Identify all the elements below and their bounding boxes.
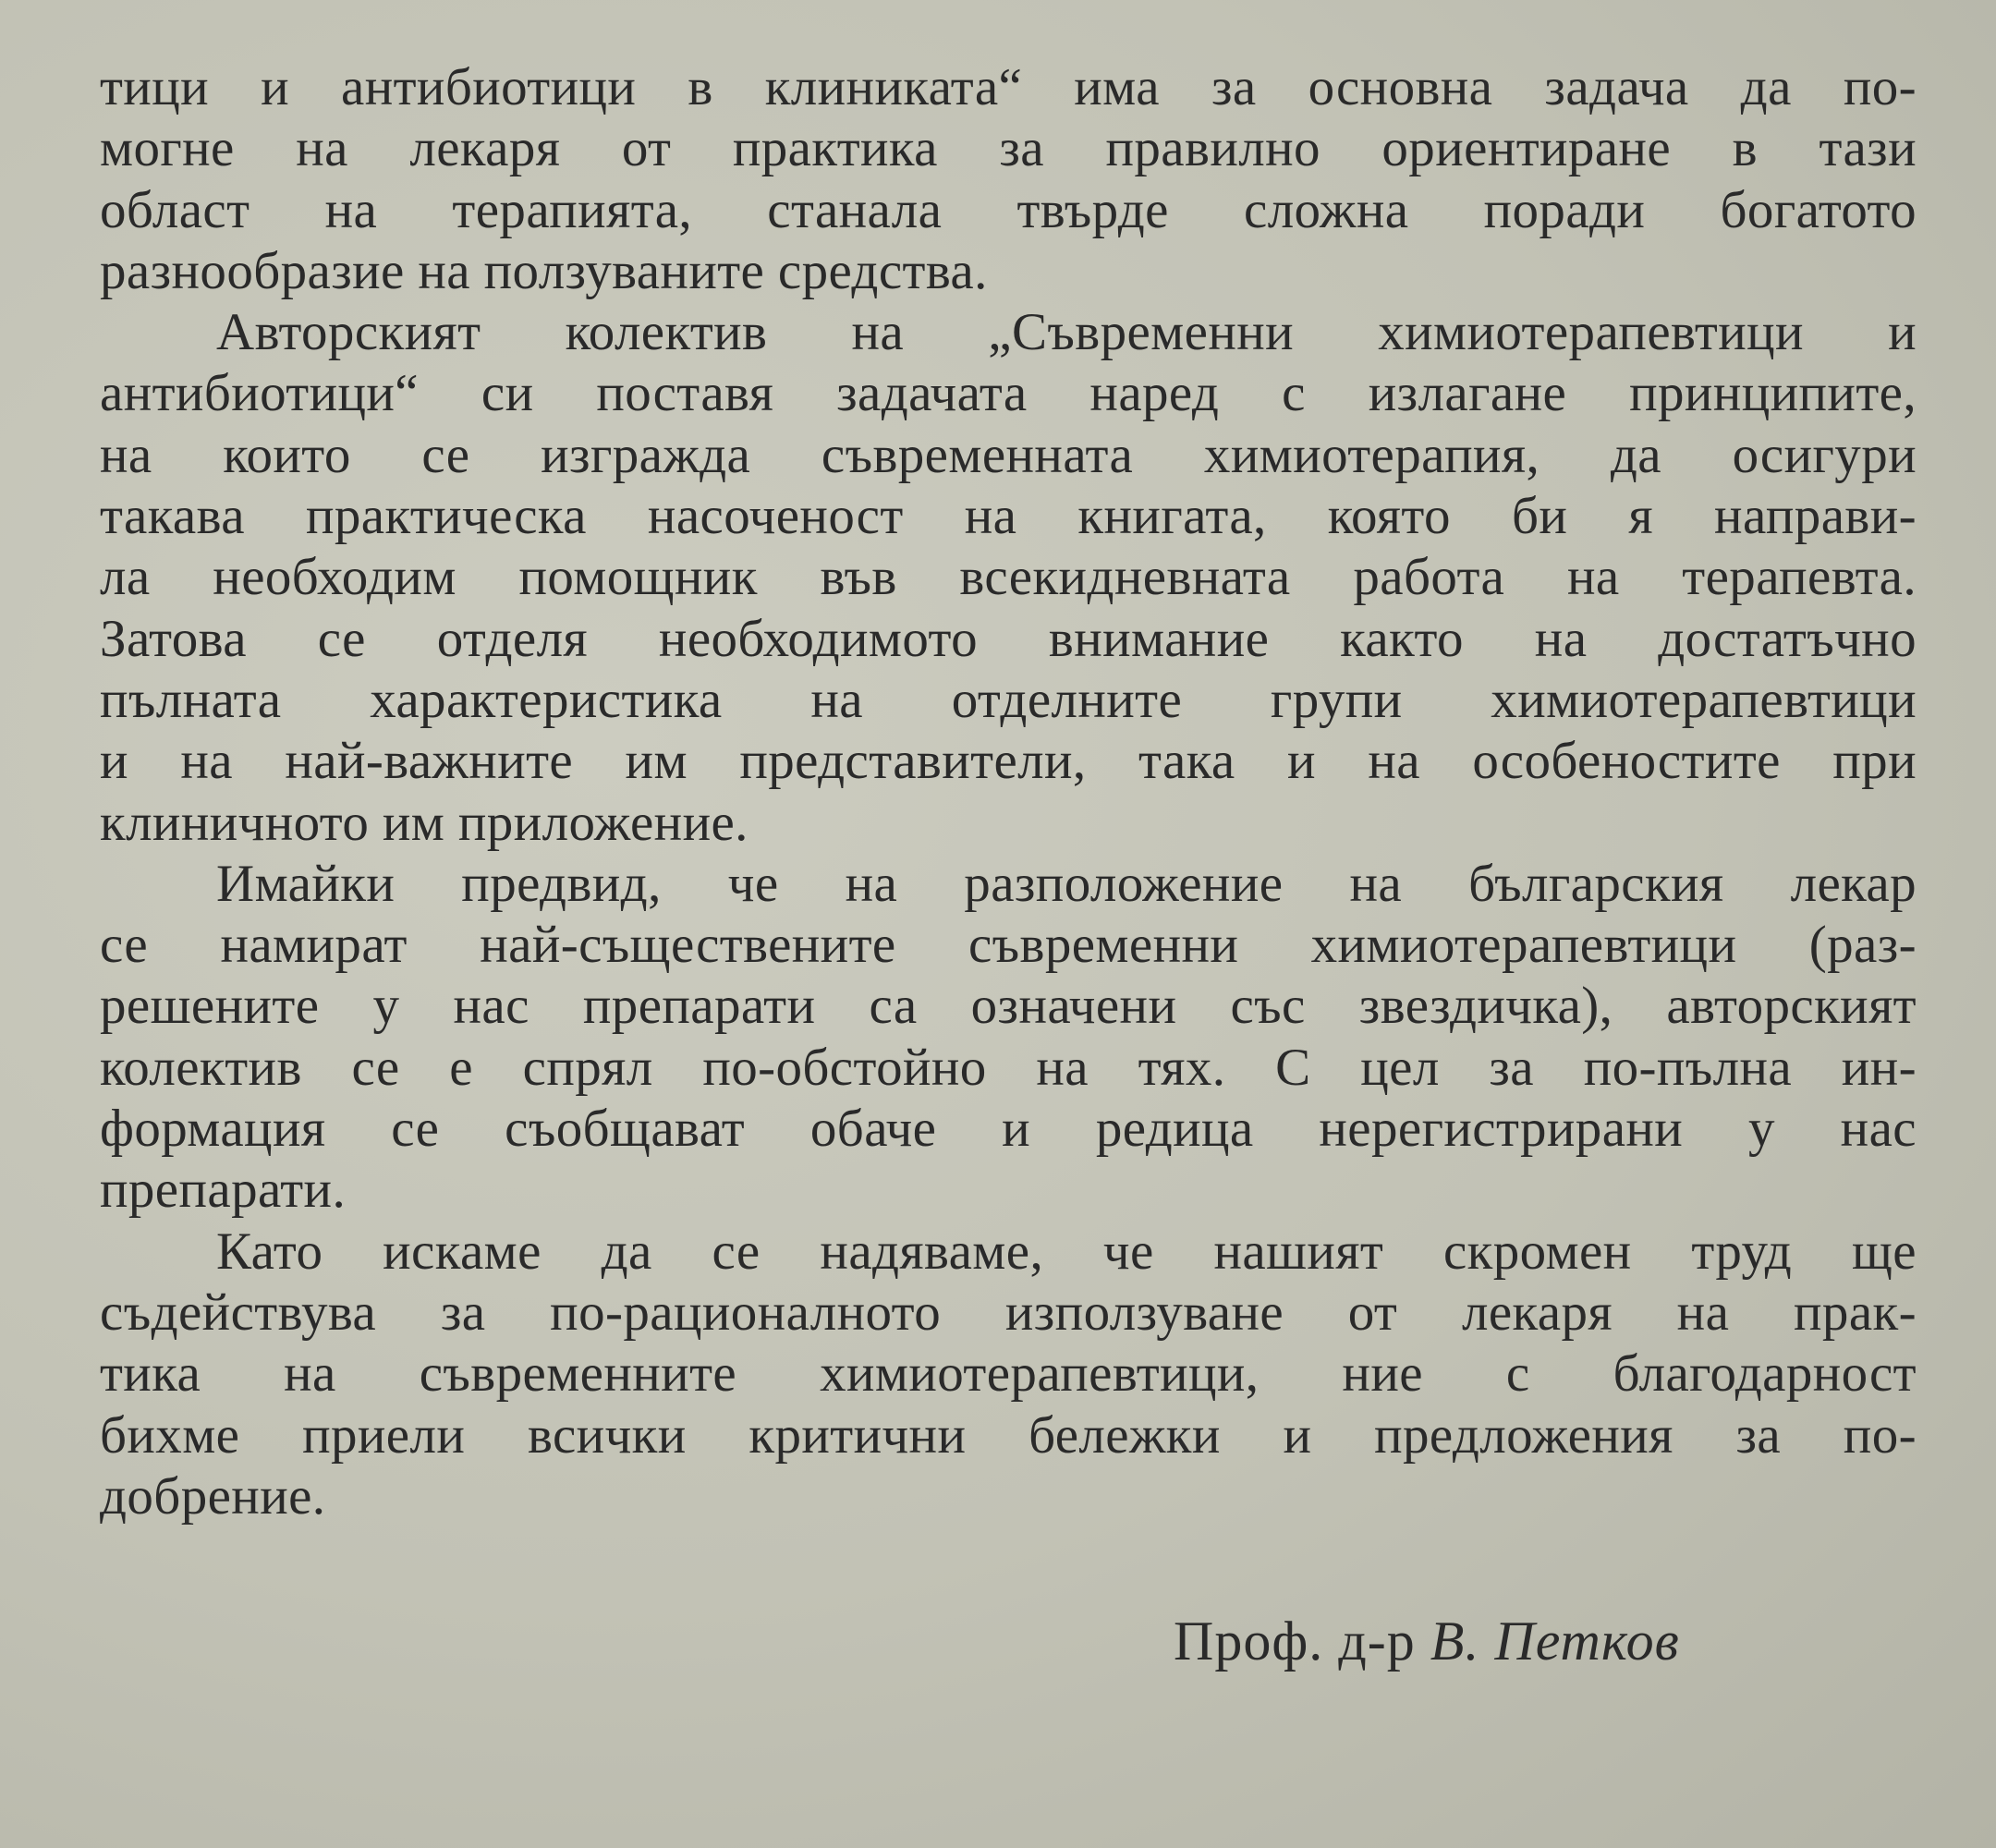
text-line: такава практическа насоченост на книгата, която би я направи- bbox=[100, 487, 1917, 546]
text-line: могне на лекаря от практика за правилно ориентиране в тази bbox=[100, 119, 1917, 178]
text-line: тика на съвременните химиотерапевтици, ние с благодарност bbox=[100, 1344, 1917, 1404]
body-text bbox=[100, 57, 1917, 1527]
text-line: се намират най-съществените съвременни химиотерапевтици (раз- bbox=[100, 916, 1917, 975]
text-line: съдействува за по-рационалното използуване от лекаря на прак- bbox=[100, 1283, 1917, 1342]
text-line: разнообразие на ползуваните средства. bbox=[100, 241, 988, 300]
text-line: тици и антибиотици в клиниката“ има за основна задача да по- bbox=[100, 58, 1917, 116]
signature-title: Проф. д-р bbox=[1174, 1611, 1416, 1672]
paragraph bbox=[100, 57, 1917, 302]
signature bbox=[1174, 1610, 1680, 1673]
signature-author: В. Петков bbox=[1430, 1611, 1680, 1672]
text-line: бихме приели всички критични бележки и предложения за по- bbox=[100, 1405, 1917, 1465]
text-line: пълната характеристика на отделните групи химиотерапевтици bbox=[100, 670, 1917, 729]
text-line: област на терапията, станала твърде сложна поради богатото bbox=[100, 180, 1917, 239]
text-line: Авторският колектив на „Съвременни химиотерапевтици и bbox=[216, 303, 1917, 362]
paragraph bbox=[100, 302, 1917, 854]
text-line: Затова се отделя необходимото внимание както на достатъчно bbox=[100, 609, 1917, 668]
text-line: антибиотици“ си поставя задачата наред с излагане принципите, bbox=[100, 364, 1917, 423]
text-line: формация се съобщават обаче и редица нерегистрирани у нас bbox=[100, 1100, 1917, 1159]
text-line: Като искаме да се надяваме, че нашият скромен труд ще bbox=[216, 1222, 1917, 1281]
paragraph bbox=[100, 1222, 1917, 1527]
text-line: и на най-важните им представители, така и на особеностите при bbox=[100, 732, 1917, 791]
text-line: колектив се е спрял по-обстойно на тях. С цел за по-пълна ин- bbox=[100, 1038, 1917, 1097]
paragraph bbox=[100, 854, 1917, 1222]
text-line: на които се изгражда съвременната химиотерапия, да осигури bbox=[100, 425, 1917, 484]
text-line: препарати. bbox=[100, 1161, 347, 1220]
text-line: клиничното им приложение. bbox=[100, 793, 748, 852]
text-line: ла необходим помощник във всекидневната работа на терапевта. bbox=[100, 548, 1917, 607]
text-line: Имайки предвид, че на разположение на българския лекар bbox=[216, 854, 1917, 913]
text-line: решените у нас препарати са означени със звездичка), авторският bbox=[100, 977, 1917, 1036]
text-line: добрение. bbox=[100, 1466, 326, 1526]
